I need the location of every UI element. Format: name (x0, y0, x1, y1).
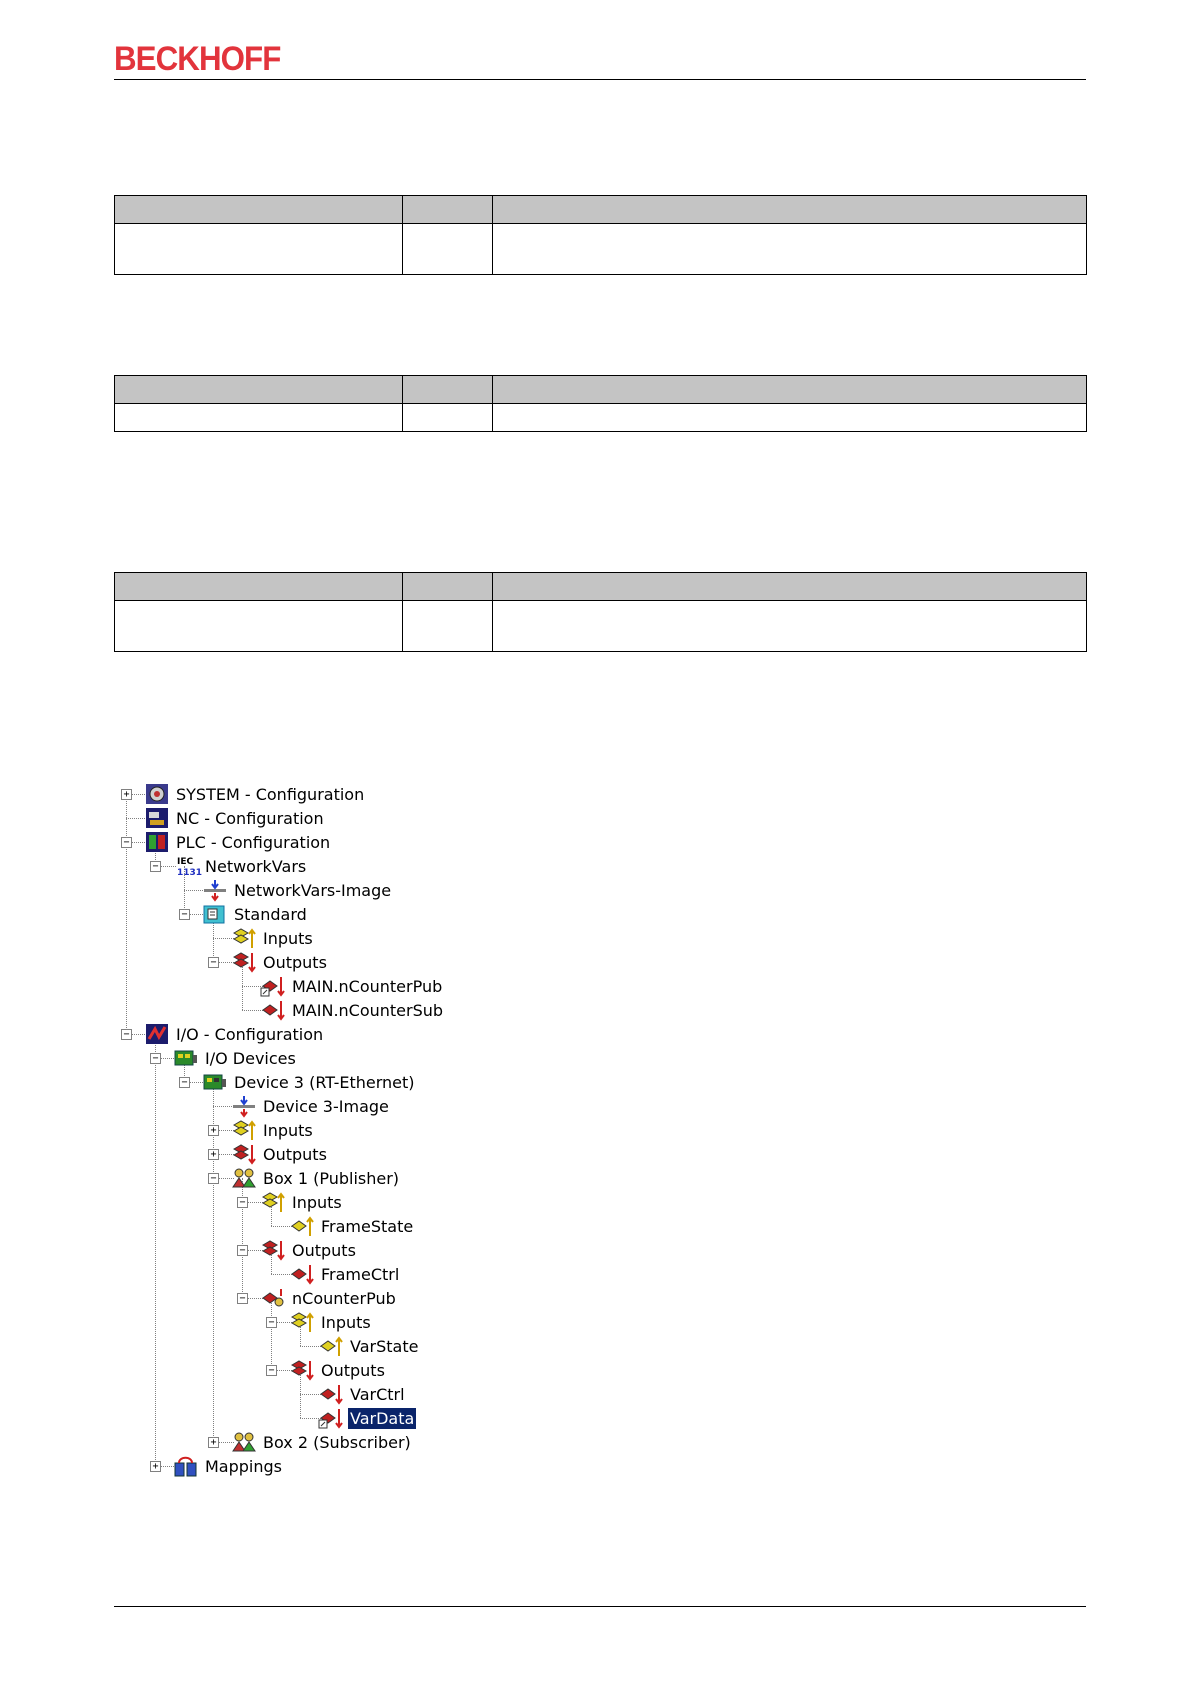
tree-collapse-toggle[interactable]: − (179, 909, 190, 920)
table-row (115, 601, 1087, 652)
svg-text:IEC: IEC (177, 857, 194, 867)
tree-node-label: FrameCtrl (321, 1264, 400, 1284)
table-header-cell (115, 376, 403, 404)
header-rule (114, 79, 1086, 80)
table-row (115, 404, 1087, 432)
tree-connector-line (271, 1226, 292, 1227)
tree-node-label: NetworkVars-Image (234, 880, 392, 900)
tree-node-networkvars-image[interactable] (203, 878, 393, 902)
inputs-icon (261, 1191, 285, 1213)
input-variable-icon (290, 1215, 314, 1237)
tree-collapse-toggle[interactable]: − (150, 861, 161, 872)
tree-node-plc-outputs[interactable] (232, 950, 329, 974)
tree-collapse-toggle[interactable]: − (237, 1245, 248, 1256)
tree-collapse-toggle[interactable]: − (208, 957, 219, 968)
table-header-row (115, 573, 1087, 601)
tree-node-label: MAIN.nCounterSub (292, 1000, 444, 1020)
tree-node-box2[interactable] (232, 1430, 413, 1454)
tree-collapse-toggle[interactable]: − (208, 1173, 219, 1184)
tree-node-dev-inputs[interactable] (232, 1118, 315, 1142)
tree-connector-line (271, 1274, 292, 1275)
table-cell (403, 224, 493, 275)
plc-config-icon (145, 831, 169, 853)
tree-connector-line (300, 1394, 321, 1395)
table-header-cell (493, 196, 1087, 224)
tree-node-label: I/O Devices (205, 1048, 296, 1068)
tree-node-label: Box 1 (Publisher) (263, 1168, 400, 1188)
tree-node-io[interactable] (145, 1022, 325, 1046)
tree-node-label: Inputs (263, 928, 313, 948)
tree-collapse-toggle[interactable]: − (150, 1053, 161, 1064)
outputs-icon (232, 951, 256, 973)
table-cell (403, 601, 493, 652)
tree-expand-toggle[interactable]: + (208, 1149, 219, 1160)
tree-node-ncp-outputs[interactable] (290, 1358, 387, 1382)
process-image-icon (232, 1095, 256, 1117)
tree-node-box1-outputs[interactable] (261, 1238, 358, 1262)
tree-node-box1-inputs[interactable] (261, 1190, 344, 1214)
tree-expand-toggle[interactable]: + (150, 1461, 161, 1472)
tree-node-label: Standard (234, 904, 307, 924)
tree-node-label: SYSTEM - Configuration (176, 784, 365, 804)
tree-connector-line (126, 818, 147, 819)
table-cell (493, 404, 1087, 432)
output-variable-icon (319, 1383, 343, 1405)
outputs-icon (232, 1143, 256, 1165)
parameter-table-3 (114, 572, 1087, 652)
tree-connector-line (242, 1010, 263, 1011)
table-header-cell (403, 196, 493, 224)
inputs-icon (232, 1119, 256, 1141)
table-header-row (115, 376, 1087, 404)
outputs-icon (290, 1359, 314, 1381)
tree-node-varstate[interactable] (319, 1334, 420, 1358)
tree-node-label: I/O - Configuration (176, 1024, 324, 1044)
tree-node-standard[interactable] (203, 902, 309, 926)
tree-collapse-toggle[interactable]: − (266, 1317, 277, 1328)
tree-node-plc[interactable] (145, 830, 332, 854)
tree-node-label: PLC - Configuration (176, 832, 331, 852)
io-devices-icon (174, 1047, 198, 1069)
table-header-row (115, 196, 1087, 224)
box-icon (232, 1167, 256, 1189)
nc-config-icon (145, 807, 169, 829)
tree-node-box1[interactable] (232, 1166, 401, 1190)
tree-connector-line (126, 794, 127, 1034)
tree-connector-line (300, 1418, 321, 1419)
tree-node-ncounterpub[interactable] (261, 1286, 398, 1310)
table-cell (493, 224, 1087, 275)
tree-node-dev-outputs[interactable] (232, 1142, 329, 1166)
tree-node-label: Device 3-Image (263, 1096, 389, 1116)
tree-collapse-toggle[interactable]: − (179, 1077, 190, 1088)
tree-node-label: Outputs (263, 1144, 327, 1164)
tree-connector-line (184, 890, 205, 891)
tree-node-label: VarCtrl (350, 1384, 405, 1404)
tree-node-label: nCounterPub (292, 1288, 396, 1308)
tree-node-device3[interactable] (203, 1070, 417, 1094)
inputs-icon (232, 927, 256, 949)
ethernet-device-icon (203, 1071, 227, 1093)
beckhoff-logo: BECKHOFF (114, 40, 281, 78)
tree-node-varctrl[interactable] (319, 1382, 407, 1406)
tree-collapse-toggle[interactable]: − (121, 1029, 132, 1040)
system-config-icon (145, 783, 169, 805)
standard-task-icon (203, 903, 227, 925)
footer-rule (114, 1606, 1086, 1607)
table-cell (115, 601, 403, 652)
tree-node-vardata[interactable] (319, 1406, 416, 1430)
table-header-cell (403, 573, 493, 601)
table-header-cell (115, 196, 403, 224)
tree-connector-line (213, 1082, 214, 1442)
iec-1131-icon (174, 855, 203, 878)
tree-expand-toggle[interactable]: + (208, 1125, 219, 1136)
table-header-cell (403, 376, 493, 404)
tree-node-label: VarState (350, 1336, 419, 1356)
tree-node-ncp-inputs[interactable] (290, 1310, 373, 1334)
publisher-variable-icon (261, 1287, 285, 1309)
tree-collapse-toggle[interactable]: − (237, 1197, 248, 1208)
tree-connector-line (242, 986, 263, 987)
tree-node-device3-image[interactable] (232, 1094, 391, 1118)
tree-node-label: MAIN.nCounterPub (292, 976, 443, 996)
table-header-cell (493, 573, 1087, 601)
tree-expand-toggle[interactable]: + (121, 789, 132, 800)
tree-node-label: Inputs (321, 1312, 371, 1332)
tree-node-nc[interactable] (145, 806, 326, 830)
table-cell (115, 224, 403, 275)
tree-node-label: NC - Configuration (176, 808, 324, 828)
inputs-icon (290, 1311, 314, 1333)
process-image-icon (203, 879, 227, 901)
tree-node-label: FrameState (321, 1216, 414, 1236)
table-row (115, 224, 1087, 275)
tree-node-label: Mappings (205, 1456, 282, 1476)
table-header-cell (493, 376, 1087, 404)
tree-connector-line (213, 1106, 234, 1107)
tree-node-framestate[interactable] (290, 1214, 415, 1238)
output-variable-icon (261, 999, 285, 1021)
tree-collapse-toggle[interactable]: − (237, 1293, 248, 1304)
table-cell (493, 601, 1087, 652)
tree-node-io-devices[interactable] (174, 1046, 298, 1070)
tree-node-label: Outputs (321, 1360, 385, 1380)
box-icon (232, 1431, 256, 1453)
tree-collapse-toggle[interactable]: − (266, 1365, 277, 1376)
svg-text:1131: 1131 (177, 868, 203, 878)
tree-node-label: Inputs (263, 1120, 313, 1140)
tree-node-mappings[interactable] (174, 1454, 284, 1478)
outputs-icon (261, 1239, 285, 1261)
tree-node-label: Outputs (263, 952, 327, 972)
tree-node-label: Box 2 (Subscriber) (263, 1432, 411, 1452)
table-header-cell (115, 573, 403, 601)
tree-node-label: Outputs (292, 1240, 356, 1260)
tree-node-label: Device 3 (RT-Ethernet) (234, 1072, 415, 1092)
input-variable-icon (319, 1335, 343, 1357)
parameter-table-1 (114, 195, 1087, 275)
tree-connector-line (155, 1034, 156, 1466)
twincat-config-tree (120, 782, 480, 1492)
tree-node-label: VarData (350, 1408, 415, 1428)
tree-connector-line (300, 1346, 321, 1347)
mappings-icon (174, 1455, 198, 1477)
table-cell (115, 404, 403, 432)
parameter-table-2 (114, 375, 1087, 432)
tree-node-main-ncounterpub[interactable] (261, 974, 444, 998)
table-cell (403, 404, 493, 432)
output-variable-icon (290, 1263, 314, 1285)
tree-node-system[interactable] (145, 782, 366, 806)
tree-node-networkvars[interactable] (174, 854, 308, 878)
tree-node-label: NetworkVars (205, 856, 307, 876)
tree-connector-line (213, 938, 234, 939)
tree-connector-line (242, 1178, 243, 1298)
tree-node-main-ncountersub[interactable] (261, 998, 445, 1022)
tree-node-framectrl[interactable] (290, 1262, 401, 1286)
tree-expand-toggle[interactable]: + (208, 1437, 219, 1448)
tree-collapse-toggle[interactable]: − (121, 837, 132, 848)
linked-output-variable-icon (319, 1407, 343, 1429)
linked-output-variable-icon (261, 975, 285, 997)
tree-node-plc-inputs[interactable] (232, 926, 315, 950)
io-config-icon (145, 1023, 169, 1045)
tree-node-label: Inputs (292, 1192, 342, 1212)
